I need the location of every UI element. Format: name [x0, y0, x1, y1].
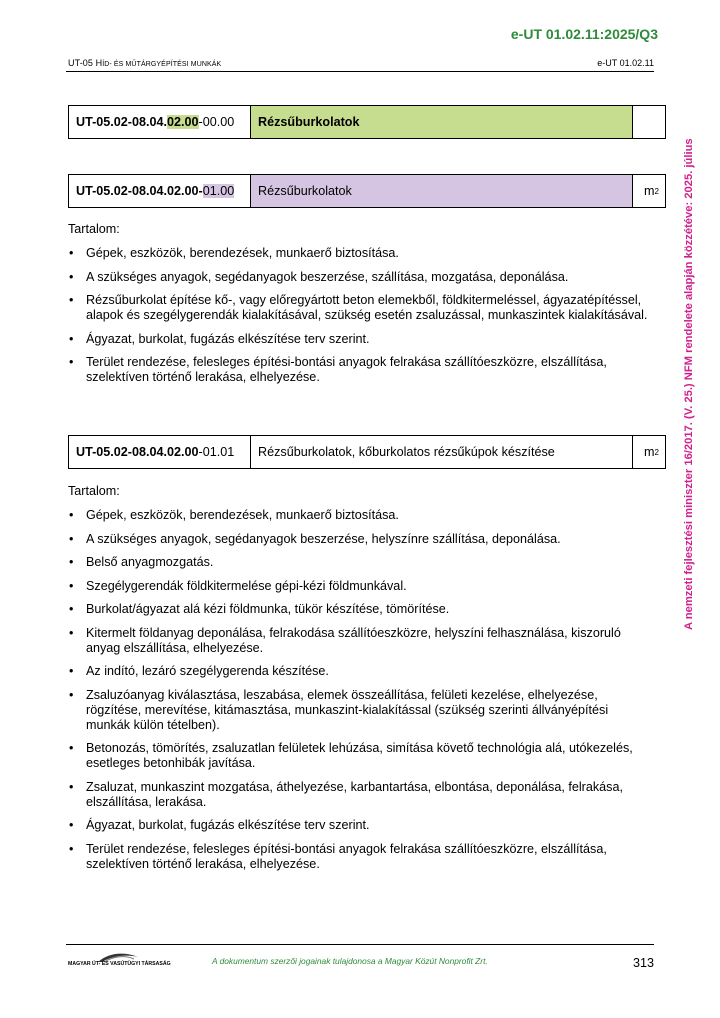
item-unit-3-base: m	[644, 445, 655, 459]
list-item: • Gépek, eszközök, berendezések, munkaerő biztosítása.	[68, 246, 648, 261]
list-item: • Betonozás, tömörítés, zsaluzatlan felületek lehúzása, simítása követő technológia alá, utókezelés, esetleges betonhibák javítása.	[68, 741, 648, 771]
item-title-3: Rézsűburkolatok, kőburkolatos rézsűkúpok készítése	[251, 436, 633, 468]
item-code-1-part-a: UT-05.02-08.04.	[76, 115, 168, 129]
list-item: • Belső anyagmozgatás.	[68, 555, 648, 570]
list-item: • Zsaluzat, munkaszint mozgatása, áthelyezése, karbantartása, elbontása, deponálása, felrakása, elszállítása, lerakása.	[68, 780, 648, 810]
list-item: • A szükséges anyagok, segédanyagok beszerzése, helyszínre szállítása, deponálása.	[68, 532, 648, 547]
item-unit-3-exp: 2	[654, 447, 659, 457]
list-item: • Az indító, lezáró szegélygerenda készítése.	[68, 664, 648, 679]
item-title-1: Rézsűburkolatok	[251, 106, 633, 138]
item-unit-2-base: m	[644, 184, 655, 198]
list-item: • Ágyazat, burkolat, fugázás elkészítése terv szerint.	[68, 818, 648, 833]
list-item: • Zsaluzóanyag kiválasztása, leszabása, elemek összeállítása, felületi kezelése, elhelyezése, rögzítése, merevítése, kitámasztása, munkaszint-kialakítással (szükség szerinti állványépítési munkák külön tételben).	[68, 688, 648, 733]
list-item: • Burkolat/ágyazat alá kézi földmunka, tükör készítése, tömörítése.	[68, 602, 648, 617]
list-item: • Ágyazat, burkolat, fugázás elkészítése terv szerint.	[68, 332, 648, 347]
footer-divider	[66, 944, 654, 945]
item-code-1-part-c: -00.00	[198, 115, 235, 129]
item-code-1	[69, 106, 251, 138]
content-list-2	[68, 246, 648, 394]
section-header-title: ÍD- ÉS MŰTÁRGYÉPÍTÉSI MUNKÁK	[102, 61, 222, 68]
item-code-2-part-a: UT-05.02-08.04.02.00-	[76, 184, 203, 198]
header-divider	[66, 71, 654, 72]
item-code-1-part-b: 02.00	[167, 115, 199, 129]
list-item: • Terület rendezése, felesleges építési-bontási anyagok felrakása szállítóeszközre, elszállítása, szelektíven történő lerakása, elhelyezése.	[68, 842, 648, 872]
logo-text: MAGYAR ÚT- ÉS VASÚTÜGYI TÁRSASÁG	[68, 961, 171, 967]
item-code-3-part-a: UT-05.02-08.04.02.00	[76, 445, 199, 459]
item-code-3	[69, 436, 251, 468]
list-item: • A szükséges anyagok, segédanyagok beszerzése, szállítása, mozgatása, deponálása.	[68, 270, 648, 285]
item-header-box-3	[68, 435, 666, 469]
copyright-note: A dokumentum szerzői jogainak tulajdonosa a Magyar Közút Nonprofit Zrt.	[212, 956, 488, 966]
item-unit-1	[633, 106, 665, 138]
item-unit-2-exp: 2	[654, 186, 659, 196]
content-label-2: Tartalom:	[68, 222, 120, 236]
item-header-box-1	[68, 105, 666, 139]
item-unit-2	[633, 175, 665, 207]
company-logo	[68, 950, 171, 970]
list-item: • Gépek, eszközök, berendezések, munkaerő biztosítása.	[68, 508, 648, 523]
list-item: • Rézsűburkolat építése kő-, vagy előregyártott beton elemekből, földkitermeléssel, ágyazatépítéssel, alapok és szegélygerendák kialakításával, szükség esetén zsaluzással, munkaszintek kialakításával.	[68, 293, 648, 323]
list-item: • Kitermelt földanyag deponálása, felrakodása szállítóeszközre, helyszíni felhasználása, kiszoruló anyag elszállítása, elhelyezése.	[68, 626, 648, 656]
section-header-code: e-UT 01.02.11	[597, 58, 654, 68]
section-header-prefix: UT-05 H	[68, 58, 103, 68]
page-number: 313	[632, 956, 654, 970]
item-code-2	[69, 175, 251, 207]
content-label-3: Tartalom:	[68, 484, 120, 498]
item-code-2-part-b: 01.00	[202, 184, 235, 198]
publication-note: A nemzeti fejlesztési miniszter 16/2017. (V. 25.) NFM rendelete alapján közzétéve: 2025. július	[683, 138, 695, 630]
content-list-3	[68, 508, 648, 880]
list-item: • Szegélygerendák földkitermelése gépi-kézi földmunkával.	[68, 579, 648, 594]
section-header	[68, 58, 221, 68]
item-title-2: Rézsűburkolatok	[251, 175, 633, 207]
document-code: e-UT 01.02.11:2025/Q3	[510, 26, 658, 42]
item-header-box-2	[68, 174, 666, 208]
list-item: • Terület rendezése, felesleges építési-bontási anyagok felrakása szállítóeszközre, elszállítása, szelektíven történő lerakása, elhelyezése.	[68, 355, 648, 385]
item-unit-3	[633, 436, 665, 468]
item-code-3-part-b: -01.01	[198, 445, 235, 459]
